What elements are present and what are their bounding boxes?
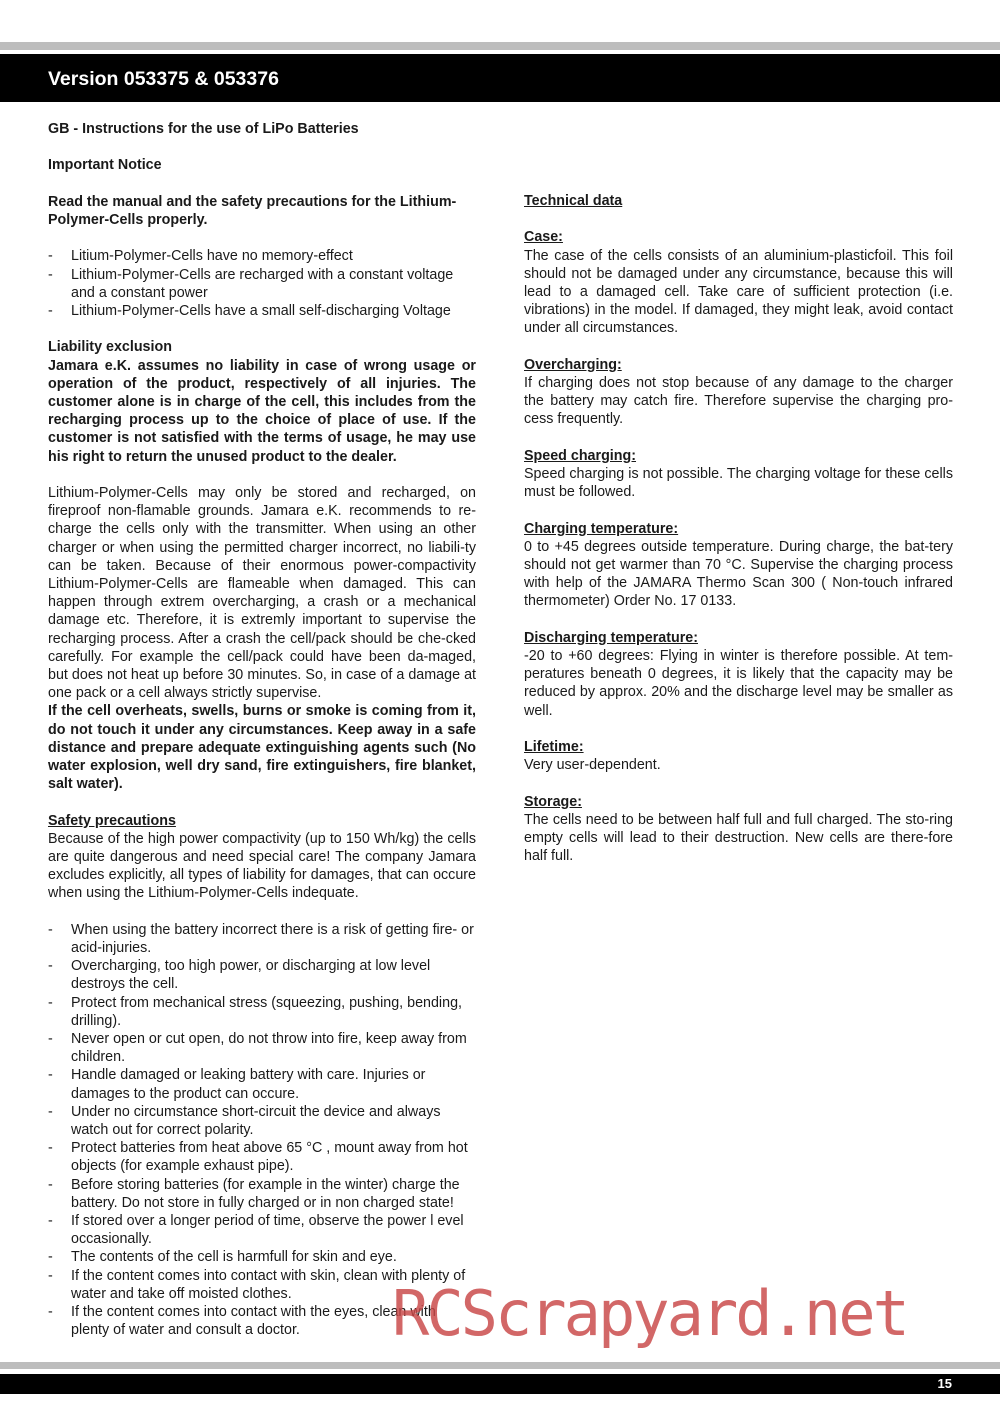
list-item: - If stored over a longer period of time, observe the power l evel occasionally. <box>48 1213 464 1248</box>
list-item: - Overcharging, too high power, or discharging at low level destroys the cell. <box>48 958 431 993</box>
list-item: - Never open or cut open, do not throw into fire, keep away from children. <box>48 1031 467 1066</box>
discharging-temperature-title: Discharging temperature: <box>524 629 698 646</box>
list-item: - When using the battery incorrect there is a risk of getting fire- or acid-injuries. <box>48 921 474 957</box>
overcharging-title: Overcharging: <box>524 356 622 373</box>
intro-list <box>48 247 476 320</box>
read-manual-notice: Read the manual and the safety precautions for the Lithium-Polymer-Cells properly. <box>48 193 457 228</box>
overcharging-text: If charging does not stop because of any damage to the charger the battery may catch fire. Therefore supervise the charging pro-cess frequently. <box>524 375 953 428</box>
charging-temperature-text: 0 to +45 degrees outside temperature. During charge, the bat-tery should not get warmer than 70 °C. Supervise the charging process with help of the JAMARA Thermo Scan 300 ( Non-touch infrared thermometer) Order No. 17 0133. <box>524 538 953 610</box>
list-item: - Protect from mechanical stress (squeezing, pushing, bending, drilling). <box>48 994 502 1029</box>
list-item: - The contents of the cell is harmfull for skin and eye. <box>48 1249 397 1266</box>
footer-bar <box>0 1374 1000 1394</box>
technical-data-title: Technical data <box>524 193 623 209</box>
top-divider <box>0 42 1000 50</box>
list-item: - Handle damaged or leaking battery with care. Injuries or damages to the product can occure. <box>48 1067 426 1102</box>
charging-temperature-title: Charging temperature: <box>524 520 679 537</box>
document-heading: GB - Instructions for the use of LiPo Batteries <box>48 121 359 137</box>
list-item: - Protect batteries from heat above 65 °C , mount away from hot objects (for example exhaust pipe). <box>48 1140 468 1175</box>
bottom-divider <box>0 1362 1000 1369</box>
safety-intro: Because of the high power compactivity (up to 150 Wh/kg) the cells are quite dangerous and need special care! The company Jamara excludes explicitly, all types of liability for damages, that can occure when using the Lithium-Polymer-Cells indequate. <box>48 830 476 902</box>
storage-title: Storage: <box>524 793 582 810</box>
lifetime-text: Very user-dependent. <box>524 757 661 774</box>
left-column <box>48 120 502 1340</box>
speed-charging-title: Speed charging: <box>524 447 637 464</box>
list-item: - Under no circumstance short-circuit the device and always watch out for correct polarity. <box>48 1103 441 1139</box>
storage-text: The cells need to be between half full and full charged. The sto-ring empty cells will lead to their destruction. New cells are there-fore half full. <box>524 811 953 865</box>
liability-title: Liability exclusion <box>48 339 172 356</box>
right-column <box>524 192 953 865</box>
storage-paragraph: Lithium-Polymer-Cells may only be stored and recharged, on fireproof non-flamable grounds. Jamara e.K. recommends to re-charge the cells only with the transmitter. When using an other charger or when using the permitted charger incorrect, no liabili-ty can be taken. Because of their enormous power-compactivity Lithium-Polymer-Cells are flameable when damaged. This can happen through extrem overcharging, a crash or a mechanical damage etc. Therefore, it is extremly important to supervise the recharging process. After a crash the cell/pack should be che-cked carefully. For example the cell/pack could have been da-maged, but does not heat up before 30 minutes. So, in case of a damage at one pack or a cell always strictly supervise. <box>48 484 476 702</box>
list-item: - If the content comes into contact with the eyes, clean with plenty of water and consult a doctor. <box>48 1304 436 1339</box>
list-item: - Lithium-Polymer-Cells are recharged with a constant voltage and a constant power <box>48 266 454 301</box>
discharging-temperature-text: -20 to +60 degrees: Flying in winter is therefore possible. At tem-peratures beneath 0 degrees, it is likely that the capacity may be reduced by approx. 20% and the discharge level may be smaller as well. <box>524 648 953 719</box>
list-item: - Litium-Polymer-Cells have no memory-effect <box>48 248 353 265</box>
header-bar <box>0 54 1000 102</box>
watermark: RCScrapyard.net <box>392 1277 907 1350</box>
list-item: - Before storing batteries (for example in the winter) charge the battery. Do not store in fully charged or in non charged state! <box>48 1176 460 1211</box>
liability-text: Jamara e.K. assumes no liability in case of wrong usage or operation of the product, respectively of all injuries. The customer alone is in charge of the cell, this includes from the recharging process up to the choice of place of use. If the customer is not satisfied with the terms of usage, he may use his right to return the unused product to the dealer. <box>48 357 476 465</box>
page-title: Version 053375 & 053376 <box>48 68 279 90</box>
safety-title: Safety precautions <box>48 812 176 829</box>
case-title: Case: <box>524 229 563 246</box>
page-number: 15 <box>937 1376 952 1391</box>
list-item: - If the content comes into contact with skin, clean with plenty of water and take off moisted clothes. <box>48 1267 466 1302</box>
notice-title: Important Notice <box>48 157 162 174</box>
lifetime-title: Lifetime: <box>524 739 584 755</box>
case-text: The case of the cells consists of an aluminium-plasticfoil. This foil should not be damaged under any circumstance, because this will lead to a damaged cell. Take care of sufficient protection (i.e. vibrations) in the model. If damaged, they might leak, avoid contact under all circumstances. <box>524 247 953 337</box>
list-item: - Lithium-Polymer-Cells have a small self-discharging Voltage <box>48 302 451 319</box>
warning-paragraph: If the cell overheats, swells, burns or smoke is coming from it, do not touch it under any circumstances. Keep away in a safe distance and prepare adequate extinguishing agents such (No water explosion, well dry sand, fire extinguishers, fire blanket, salt water). <box>48 703 476 793</box>
speed-charging-text: Speed charging is not possible. The charging voltage for these cells must be followed. <box>524 466 953 501</box>
